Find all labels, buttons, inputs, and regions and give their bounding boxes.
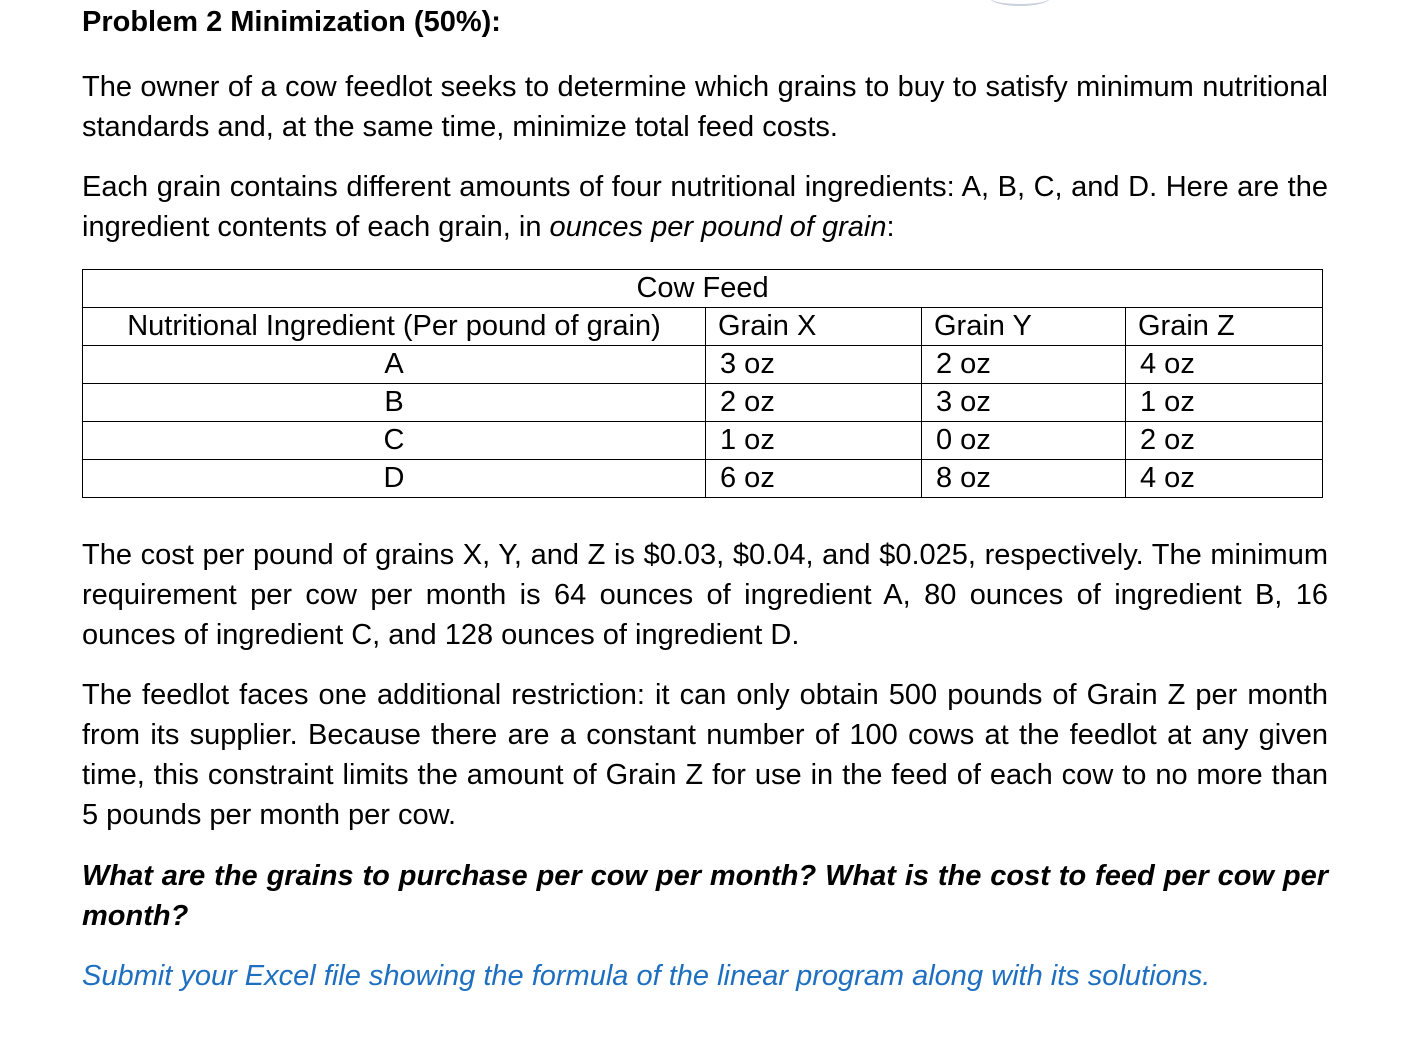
table-row bbox=[83, 422, 1323, 460]
grain-y-cell: 8 oz bbox=[922, 460, 1126, 498]
restriction-paragraph: The feedlot faces one additional restriction: it can only obtain 500 pounds of Grain Z per month from its supplier. Because there are a constant number of 100 cows at the feedlot at any given time, this constraint limits the amount of Grain Z for use in the feed of each cow to no more than 5 pounds per month per cow. bbox=[82, 679, 1328, 831]
grain-z-cell: 4 oz bbox=[1126, 460, 1323, 498]
ingredients-colon: : bbox=[886, 211, 895, 243]
ingredient-cell: B bbox=[83, 384, 706, 422]
header-grain-y: Grain Y bbox=[922, 308, 1126, 346]
grain-y-cell: 0 oz bbox=[922, 422, 1126, 460]
intro-paragraph: The owner of a cow feedlot seeks to determine which grains to buy to satisfy minimum nutritional standards and, at the same time, minimize total feed costs. bbox=[82, 71, 1328, 143]
ingredient-cell: A bbox=[83, 346, 706, 384]
ingredients-paragraph bbox=[82, 167, 1328, 247]
grain-x-cell: 1 oz bbox=[706, 422, 922, 460]
grain-x-cell: 3 oz bbox=[706, 346, 922, 384]
grain-x-cell: 2 oz bbox=[706, 384, 922, 422]
header-grain-x: Grain X bbox=[706, 308, 922, 346]
grain-z-cell: 4 oz bbox=[1126, 346, 1323, 384]
table-row bbox=[83, 460, 1323, 498]
grain-y-cell: 2 oz bbox=[922, 346, 1126, 384]
ingredients-text: Each grain contains different amounts of four nutritional ingredients: A, B, C, and D. Here are the ingredient contents of each grain, in bbox=[82, 171, 1328, 243]
cost-paragraph: The cost per pound of grains X, Y, and Z is $0.03, $0.04, and $0.025, respectively. The minimum requirement per cow per month is 64 ounces of ingredient A, 80 ounces of ingredient B, 16 ounces of ingredient C, and 128 ounces of ingredient D. bbox=[82, 539, 1328, 651]
table-caption: Cow Feed bbox=[83, 270, 1323, 308]
ingredient-cell: C bbox=[83, 422, 706, 460]
question-paragraph: What are the grains to purchase per cow per month? What is the cost to feed per cow per month? bbox=[82, 860, 1328, 932]
decorative-arc bbox=[990, 0, 1050, 6]
header-grain-z: Grain Z bbox=[1126, 308, 1323, 346]
ingredients-emphasis: ounces per pound of grain bbox=[549, 211, 887, 243]
problem-title: Problem 2 Minimization (50%): bbox=[82, 6, 501, 38]
ingredient-cell: D bbox=[83, 460, 706, 498]
grain-z-cell: 2 oz bbox=[1126, 422, 1323, 460]
table-row bbox=[83, 346, 1323, 384]
grain-z-cell: 1 oz bbox=[1126, 384, 1323, 422]
submit-instruction: Submit your Excel file showing the formula of the linear program along with its solutions. bbox=[82, 960, 1211, 992]
grain-x-cell: 6 oz bbox=[706, 460, 922, 498]
grain-y-cell: 3 oz bbox=[922, 384, 1126, 422]
header-ingredient: Nutritional Ingredient (Per pound of grain) bbox=[83, 308, 706, 346]
cow-feed-table bbox=[82, 269, 1323, 498]
table-row bbox=[83, 384, 1323, 422]
